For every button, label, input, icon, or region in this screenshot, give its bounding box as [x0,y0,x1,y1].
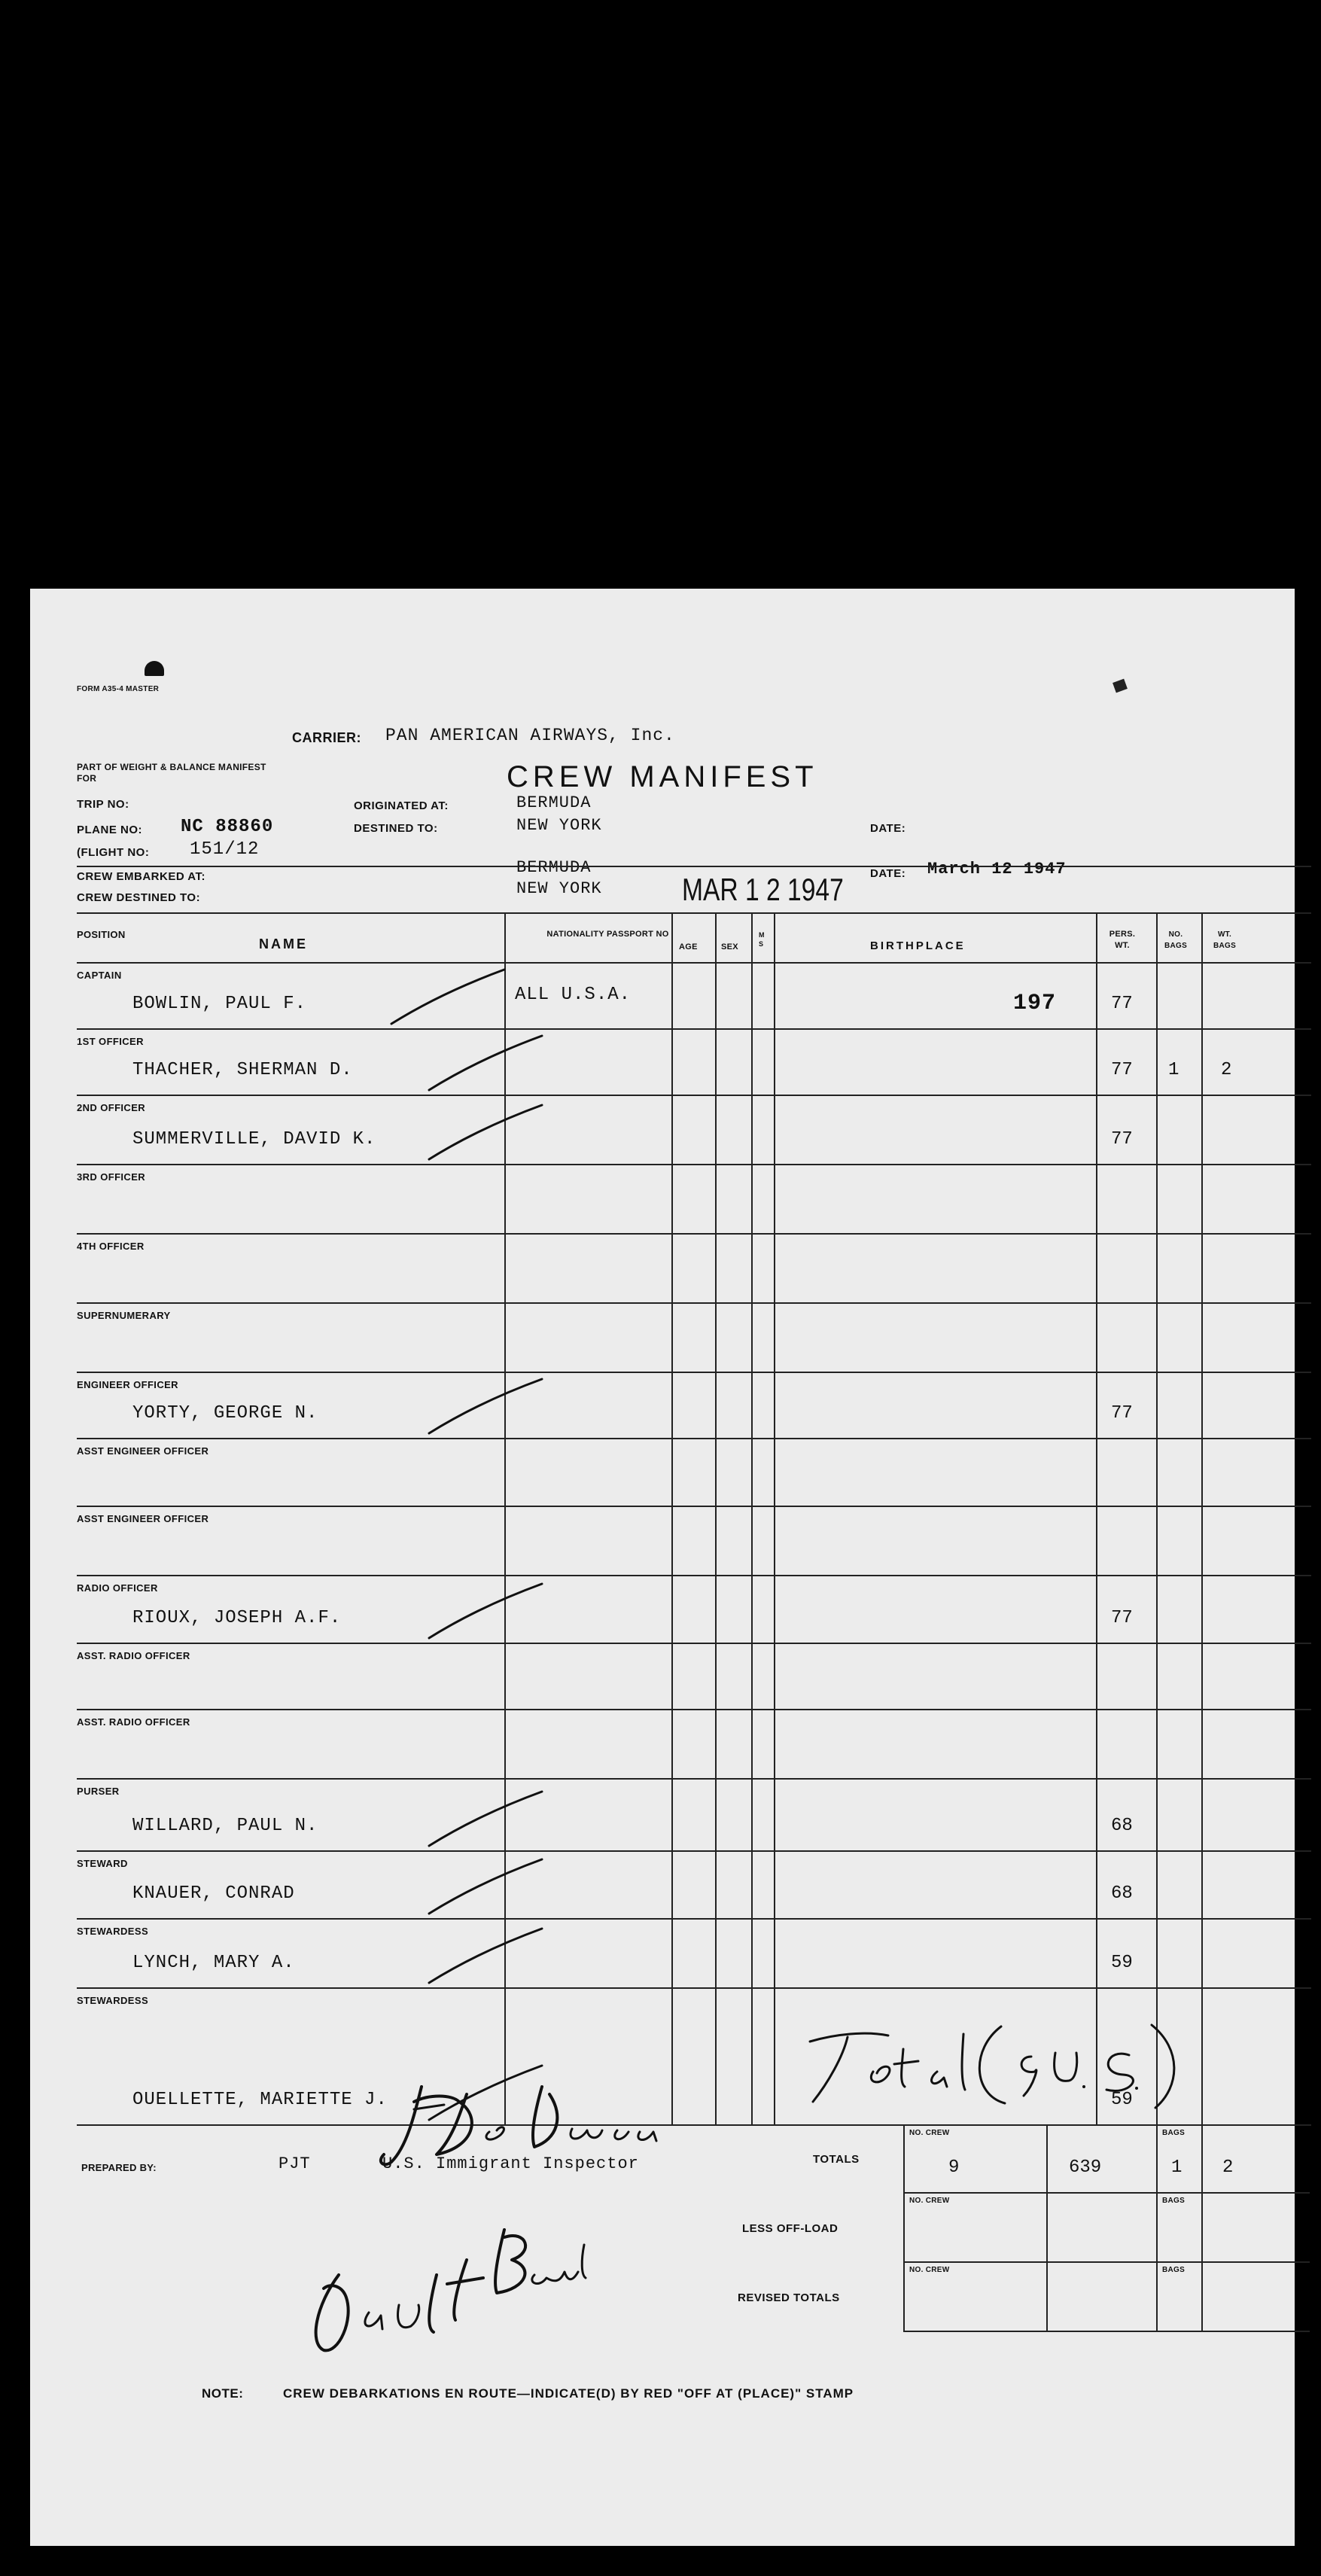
check-mark [422,1030,557,1098]
totals-label: TOTALS [813,2153,860,2166]
col-nationality: NATIONALITY PASSPORT NO [546,930,669,939]
note-label: NOTE: [202,2386,244,2401]
position-label: ASST. RADIO OFFICER [77,1716,190,1728]
totals-line [903,2124,1310,2126]
position-label: RADIO OFFICER [77,1582,158,1594]
nationality-value: ALL U.S.A. [515,985,632,1005]
position-label: ASST ENGINEER OFFICER [77,1445,209,1457]
totals-line [903,2331,1310,2332]
plane-no-value: NC 88860 [181,817,274,837]
inspector-signature [361,2072,692,2177]
col-birthplace: BIRTHPLACE [870,939,966,952]
crew-name: BOWLIN, PAUL F. [132,994,307,1014]
col-sex: SEX [721,942,738,952]
originated-value: BERMUDA [516,793,592,812]
table-row [30,962,1321,1028]
totals-line [903,2261,1310,2263]
total-bags: 1 [1171,2157,1183,2178]
check-mark [422,1853,557,1921]
totals-line [1201,2124,1203,2331]
date-label-1: DATE: [870,822,906,835]
originated-label: ORIGINATED AT: [354,799,449,812]
prepared-by-value: PJT [279,2154,311,2173]
captain-signature-text [346,2305,351,2306]
position-label: SUPERNUMERARY [77,1310,171,1321]
table-row [30,1095,1321,1164]
totals-line [903,2192,1310,2194]
carrier-value: PAN AMERICAN AIRWAYS, Inc. [385,726,675,745]
check-mark [384,964,519,1031]
date-label-2: DATE: [870,867,906,880]
date-value: March 12 1947 [927,860,1067,878]
pers-wt-value: 77 [1111,1608,1133,1628]
form-id: FORM A35-4 MASTER [77,685,160,693]
header-line [77,912,1311,914]
table-row [30,1438,1321,1506]
embarked-value: BERMUDA [516,858,592,877]
position-label: 2ND OFFICER [77,1102,146,1113]
table-row [30,1028,1321,1095]
flight-no-label: (FLIGHT NO: [77,846,150,859]
col-wt-bags: WT. BAGS [1213,930,1237,950]
position-label: 1ST OFFICER [77,1036,144,1047]
table-row [30,1506,1321,1575]
no-crew-label: NO. CREW [909,2129,950,2137]
table-row [30,1709,1321,1778]
no-crew-label: NO. CREW [909,2197,950,2205]
check-mark [422,1923,557,1990]
carrier-label: CARRIER: [292,730,361,745]
no-crew-label: NO. CREW [909,2266,950,2274]
birthplace-value: 197 [1013,991,1057,1016]
crew-name: RIOUX, JOSEPH A.F. [132,1608,342,1628]
pers-wt-value: 59 [1111,2090,1133,2110]
pers-wt-value: 68 [1111,1883,1133,1904]
trip-no-label: TRIP NO: [77,798,129,811]
total-pers-wt: 639 [1069,2157,1102,2178]
col-position: POSITION [77,929,126,940]
total-wt-bags: 2 [1222,2157,1234,2178]
punch-mark [145,661,164,676]
bags-label: BAGS [1162,2129,1186,2137]
manifest-paper [30,589,1295,2546]
table-row [30,1575,1321,1643]
table-row [30,1643,1321,1709]
destined-value: NEW YORK [516,816,602,835]
table-row [30,1164,1321,1233]
total-no-crew: 9 [948,2157,960,2178]
position-label: STEWARD [77,1858,128,1869]
crew-name: THACHER, SHERMAN D. [132,1060,353,1080]
position-label: STEWARDESS [77,1995,149,2006]
table-row [30,1233,1321,1302]
flight-no-value: 151/12 [190,839,260,860]
crew-destined-value: NEW YORK [516,879,602,898]
prepared-by-label: PREPARED BY: [81,2162,157,2173]
pers-wt-value: 59 [1111,1953,1133,1973]
col-no-bags: NO. BAGS [1164,930,1188,950]
col-age: AGE [679,942,698,952]
crew-name: KNAUER, CONRAD [132,1883,295,1904]
table-row [30,1850,1321,1918]
position-label: STEWARDESS [77,1926,149,1937]
position-label: ASST ENGINEER OFFICER [77,1513,209,1524]
crew-name: OUELLETTE, MARIETTE J. [132,2090,388,2110]
check-mark [422,1578,557,1646]
col-ms: M S [759,931,765,948]
pers-wt-value: 77 [1111,1060,1133,1080]
inspector-title: U.S. Immigrant Inspector [382,2154,639,2173]
position-label: ENGINEER OFFICER [77,1379,178,1390]
check-mark [422,1786,557,1853]
corner-mark [1113,679,1128,693]
totals-line [903,2124,905,2331]
bags-label: BAGS [1162,2197,1186,2205]
header-line [77,866,1311,867]
position-label: 3RD OFFICER [77,1171,146,1183]
crew-destined-label: CREW DESTINED TO: [77,891,201,904]
embarked-label: CREW EMBARKED AT: [77,870,205,883]
position-label: 4TH OFFICER [77,1241,145,1252]
position-label: CAPTAIN [77,970,122,981]
crew-name: YORTY, GEORGE N. [132,1403,318,1423]
bags-label: BAGS [1162,2266,1186,2274]
check-mark [422,1099,557,1167]
pers-wt-value: 77 [1111,1403,1133,1423]
table-row [30,1918,1321,1987]
crew-name: SUMMERVILLE, DAVID K. [132,1129,376,1149]
part-of-label: PART OF WEIGHT & BALANCE MANIFEST FOR [77,762,266,784]
crew-name: WILLARD, PAUL N. [132,1816,318,1836]
position-label: PURSER [77,1786,120,1797]
plane-no-label: PLANE NO: [77,824,142,836]
col-name: NAME [259,936,308,952]
check-mark [422,1373,557,1441]
page-title: CREW MANIFEST [507,760,818,793]
destined-label: DESTINED TO: [354,822,438,835]
revised-totals-label: REVISED TOTALS [738,2291,840,2304]
inspector-signature-text [406,2117,411,2118]
received-date-stamp: MAR 1 2 1947 [682,872,844,907]
wt-bags-value: 2 [1221,1060,1232,1080]
totals-line [1156,2124,1158,2331]
position-label: ASST. RADIO OFFICER [77,1650,190,1661]
table-row [30,1778,1321,1850]
captain-signature [286,2200,602,2365]
no-bags-value: 1 [1168,1060,1179,1080]
note-text: CREW DEBARKATIONS EN ROUTE—INDICATE(D) BY RED "OFF AT (PLACE)" STAMP [283,2386,854,2401]
pers-wt-value: 68 [1111,1816,1133,1836]
pers-wt-value: 77 [1111,1129,1133,1149]
table-row [30,1372,1321,1438]
less-off-load-label: LESS OFF-LOAD [742,2222,839,2235]
pers-wt-value: 77 [1111,994,1133,1014]
table-row [30,1302,1321,1372]
col-pers-wt: PERS. WT. [1109,930,1136,950]
totals-line [1046,2124,1048,2331]
handwritten-total [775,2011,1197,2117]
crew-name: LYNCH, MARY A. [132,1953,295,1973]
